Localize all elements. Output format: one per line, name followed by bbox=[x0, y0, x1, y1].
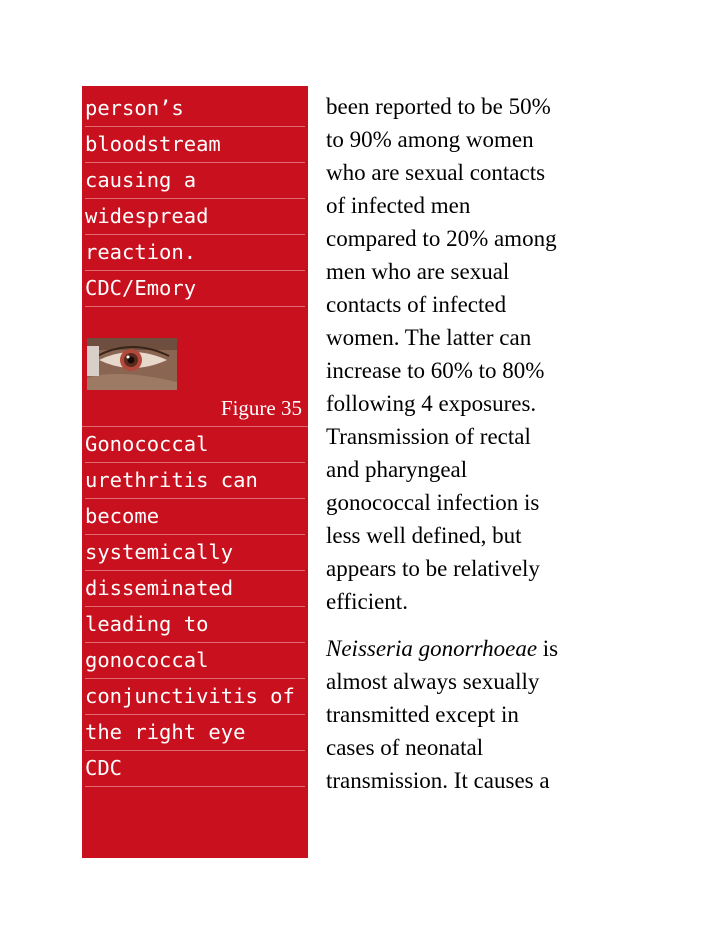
sidebar-line: urethritis can bbox=[85, 462, 305, 499]
body-line: efficient. bbox=[326, 589, 408, 614]
figure-sidebar bbox=[82, 86, 308, 858]
body-line: transmitted except in bbox=[326, 702, 519, 727]
eye-conjunctivitis-photo bbox=[87, 338, 177, 390]
sidebar-line: causing a bbox=[85, 162, 305, 199]
sidebar-line: bloodstream bbox=[85, 126, 305, 163]
body-line: following 4 exposures. bbox=[326, 391, 537, 416]
body-line: transmission. It causes a bbox=[326, 768, 550, 793]
body-line: who are sexual contacts bbox=[326, 160, 546, 185]
body-line: men who are sexual bbox=[326, 259, 510, 284]
sidebar-line: leading to bbox=[85, 606, 305, 643]
sidebar-line: become bbox=[85, 498, 305, 535]
body-line-tail: is bbox=[537, 636, 559, 661]
body-line: of infected men bbox=[326, 193, 471, 218]
sidebar-line: conjunctivitis of bbox=[85, 678, 305, 715]
sidebar-line: gonococcal bbox=[85, 642, 305, 679]
sidebar-line: widespread bbox=[85, 198, 305, 235]
body-line: women. The latter can bbox=[326, 325, 532, 350]
species-name: Neisseria gonorrhoeae bbox=[326, 636, 538, 661]
body-line: appears to be relatively bbox=[326, 556, 540, 581]
sidebar-line: CDC/Emory bbox=[85, 270, 305, 307]
sidebar-line: person’s bbox=[85, 90, 305, 127]
sidebar-line: CDC bbox=[85, 750, 305, 787]
sidebar-line: systemically bbox=[85, 534, 305, 571]
body-line: gonococcal infection is bbox=[326, 490, 540, 515]
body-line: cases of neonatal bbox=[326, 735, 484, 760]
sidebar-line: reaction. bbox=[85, 234, 305, 271]
body-line: been reported to be 50% bbox=[326, 94, 551, 119]
body-line: to 90% among women bbox=[326, 127, 534, 152]
body-line: compared to 20% among bbox=[326, 226, 557, 251]
body-line: and pharyngeal bbox=[326, 457, 468, 482]
eye-photo-icon bbox=[87, 338, 177, 390]
body-line: less well defined, but bbox=[326, 523, 522, 548]
body-line: contacts of infected bbox=[326, 292, 507, 317]
body-line: increase to 60% to 80% bbox=[326, 358, 545, 383]
figure-caption-label: Figure 35 bbox=[220, 396, 302, 420]
sidebar-line: disseminated bbox=[85, 570, 305, 607]
sidebar-line: the right eye bbox=[85, 714, 305, 751]
body-line-species bbox=[326, 632, 656, 665]
body-line: Transmission of rectal bbox=[326, 424, 531, 449]
sidebar-line: Gonococcal bbox=[85, 426, 305, 463]
body-line: almost always sexually bbox=[326, 669, 540, 694]
